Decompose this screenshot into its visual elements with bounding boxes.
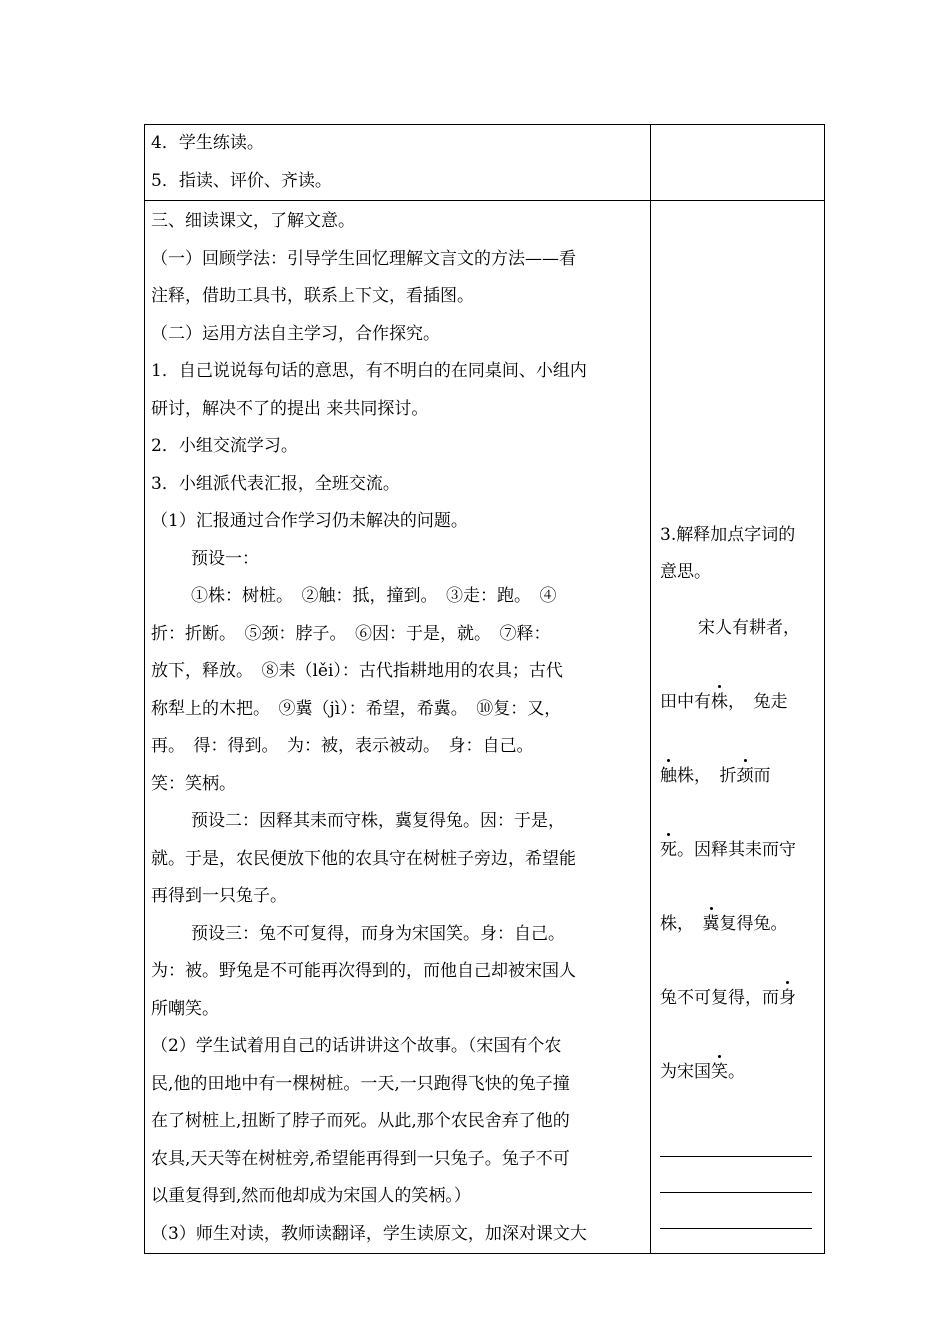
text-line: （2）学生试着用自己的话讲讲这个故事。（宋国有个农	[151, 1036, 562, 1056]
text-line: 农具,天天等在树桩旁,希望能再得到一只兔子。兔子不可	[151, 1148, 570, 1169]
text-line: 5．指读、评价、齐读。	[151, 170, 332, 191]
text-line: 预设三：兔不可复得，而身为宋国笑。身：自己。	[191, 923, 565, 944]
table-row	[145, 125, 825, 201]
text-line: 所嘲笑。	[151, 998, 219, 1019]
exercise-prompt: 3.解释加点字词的	[660, 525, 796, 545]
text-line: ①株：树桩。 ②触：抵，撞到。 ③走：跑。 ④	[191, 586, 557, 606]
exercise-text-line: 宋人有耕者，	[698, 618, 800, 638]
dotted-word: 颈	[737, 739, 754, 813]
text-line: 3．小组派代表汇报，全班交流。	[151, 473, 400, 494]
dotted-word: 死	[660, 813, 677, 887]
answer-blank-line[interactable]	[660, 1157, 812, 1193]
text-line: 称犁上的木把。 ⑨冀（jì）：希望，希冀。 ⑩复：又，	[151, 698, 562, 719]
text-line: 再。 得：得到。 为：被，表示被动。 身：自己。	[151, 736, 534, 756]
notes-cell	[651, 125, 825, 201]
text-line: （二）运用方法自主学习，合作探究。	[151, 323, 440, 344]
section-heading: 三、细读课文，了解文意。	[151, 211, 355, 231]
text-line: （3）师生对读，教师读翻译，学生读原文，加深对课文大	[151, 1223, 587, 1244]
dotted-word: 身	[779, 961, 796, 1035]
exercise-text-line: 株， 冀复得兔。	[660, 887, 824, 961]
text-line: 4．学生练读。	[151, 133, 264, 153]
answer-blanks	[660, 1121, 824, 1229]
text-line: （一）回顾学法：引导学生回忆理解文言文的方法——看	[151, 248, 576, 269]
text-line: 放下，释放。 ⑧耒（lěi）：古代指耕地用的农具；古代	[151, 661, 563, 681]
text-line: 以重复得到,然而他却成为宋国人的笑柄。）	[151, 1186, 471, 1206]
text-line: 就。于是，农民便放下他的农具守在树桩子旁边，希望能	[151, 848, 576, 869]
exercise-text-line: 田中有株， 兔走	[660, 665, 824, 739]
notes-cell	[651, 201, 825, 1254]
text-line: 笑：笑柄。	[151, 773, 236, 794]
text-line: 研讨，解决不了的提出 来共同探讨。	[151, 398, 429, 419]
table-row	[145, 201, 825, 1254]
lesson-plan-table	[144, 124, 825, 1254]
text-line: 民,他的田地中有一棵树桩。一天,一只跑得飞快的兔子撞	[151, 1073, 570, 1094]
text-line: 为：被。野兔是不可能再次得到的，而他自己却被宋国人	[151, 961, 576, 981]
content-cell	[145, 125, 651, 201]
text-line: 再得到一只兔子。	[151, 886, 287, 906]
dotted-word: 笑	[711, 1035, 728, 1109]
exercise-text-line: 兔不可复得，而身	[660, 961, 824, 1035]
text-line: 预设一：	[191, 548, 259, 569]
dotted-word: 触	[660, 739, 677, 813]
exercise-text-line: 死。因释其耒而守	[660, 813, 824, 887]
dotted-word: 株	[711, 665, 728, 739]
content-cell	[145, 201, 651, 1254]
text-line: （1）汇报通过合作学习仍未解决的问题。	[151, 511, 468, 531]
text-line: 注释，借助工具书，联系上下文，看插图。	[151, 286, 474, 306]
exercise-prompt: 意思。	[660, 562, 711, 582]
answer-blank-line[interactable]	[660, 1193, 812, 1229]
text-line: 预设二：因释其耒而守株，冀复得兔。因：于是，	[191, 811, 565, 831]
exercise-text-line: 为宋国笑。	[660, 1035, 824, 1109]
dotted-word: 冀	[703, 887, 720, 961]
answer-blank-line[interactable]	[660, 1121, 812, 1157]
text-line: 在了树桩上,扭断了脖子而死。从此,那个农民舍弃了他的	[151, 1111, 570, 1131]
text-line: 2．小组交流学习。	[151, 436, 298, 456]
text-line: 1．自己说说每句话的意思，有不明白的在同桌间、小组内	[151, 361, 587, 381]
exercise-text-line: 触株， 折颈而	[660, 739, 824, 813]
text-line: 折：折断。 ⑤颈：脖子。 ⑥因：于是，就。 ⑦释：	[151, 623, 551, 644]
